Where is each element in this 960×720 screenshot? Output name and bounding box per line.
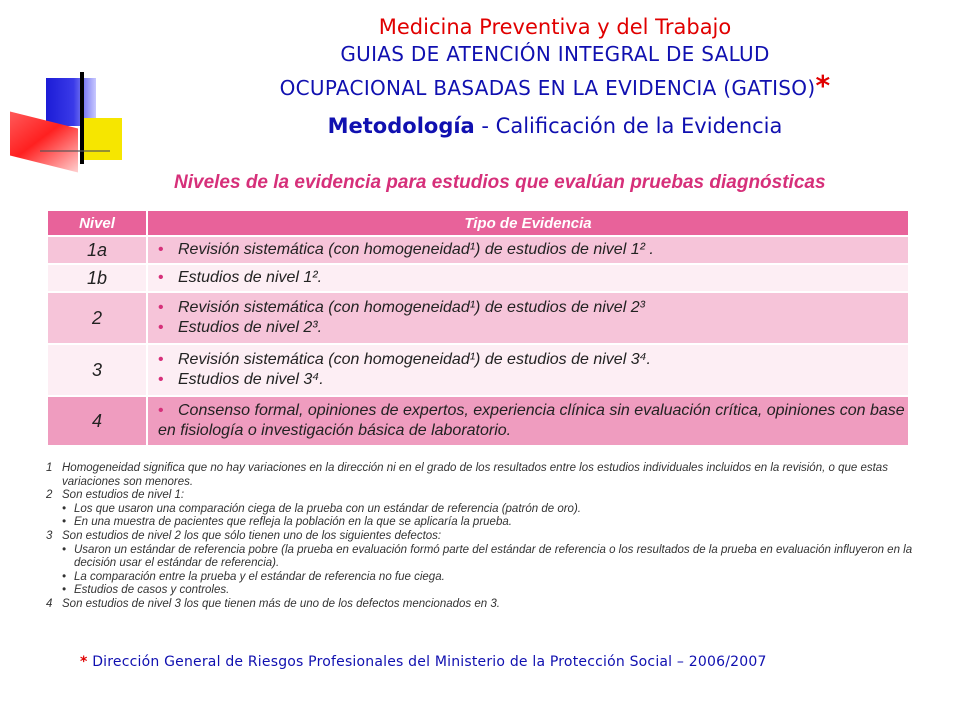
table-row [47,236,909,264]
row-description [147,344,909,396]
note-number: 2 [46,489,53,502]
row-level: 3 [47,344,147,396]
note-item-text: • La comparación entre la prueba y el estándar de referencia no fue ciega. [74,570,445,583]
logo-yellow-square [84,118,122,160]
table-row [47,264,909,292]
note-number: 1 [46,462,53,474]
source-footnote [80,654,767,670]
row-level: 1b [47,264,147,292]
note-2-item [46,503,916,517]
note-text: Homogeneidad significa que no hay variaciones en la dirección ni en el grado de los resultados entre los estudios individuales incluidos en la revisión, o que estas variaciones son menores. [62,462,888,488]
col-header-level: Nivel [47,210,147,236]
slide-title [170,14,940,141]
row-description [147,396,909,446]
slide-logo [0,0,140,170]
row-level: 1a [47,236,147,264]
row-item: • Estudios de nivel 2³. [158,318,908,338]
row-item: • Estudios de nivel 3⁴. [158,370,908,390]
row-item: • Consenso formal, opiniones de expertos, experiencia clínica sin evaluación crítica, opiniones con base en fisiología o investigación básica de laboratorio. [158,401,908,441]
note-4 [46,598,916,612]
note-item-text: • En una muestra de pacientes que refleja la población en la que se aplicaría la prueba. [74,516,512,529]
note-2-item [46,516,916,530]
note-text: Son estudios de nivel 3 los que tienen más de uno de los defectos mencionados en 3. [62,597,500,610]
note-item-text: • Estudios de casos y controles. [74,584,230,597]
table-header-row [47,210,909,236]
note-3-item [46,571,916,585]
note-3-item [46,544,916,571]
title-line-3 [170,67,940,107]
row-item: • Revisión sistemática (con homogeneidad¹) de estudios de nivel 3⁴. [158,350,908,370]
logo-horizontal-line [40,150,110,152]
note-number: 3 [46,529,53,542]
row-item: • Estudios de nivel 1². [158,268,908,288]
title-line-2: GUIAS DE ATENCIÓN INTEGRAL DE SALUD [340,42,770,66]
table-notes [46,462,916,612]
note-item-text: • Los que usaron una comparación ciega de la prueba con un estándar de referencia (patrón de oro). [74,502,581,515]
title-line-3-text: OCUPACIONAL BASADAS EN LA EVIDENCIA (GATISO) [279,76,816,100]
note-text: Son estudios de nivel 1: [62,489,185,502]
table-title: Niveles de la evidencia para estudios que evalúan pruebas diagnósticas [174,172,826,193]
table-row [47,396,909,446]
note-2 [46,489,916,503]
evidence-table [46,209,910,447]
row-description [147,292,909,344]
row-item: • Revisión sistemática (con homogeneidad¹) de estudios de nivel 1² . [158,240,908,260]
col-header-type: Tipo de Evidencia [147,210,909,236]
footnote-asterisk: * [80,654,88,670]
table-row [47,344,909,396]
row-description [147,236,909,264]
note-3-item [46,584,916,598]
table-row [47,292,909,344]
row-item: • Revisión sistemática (con homogeneidad¹) de estudios de nivel 2³ [158,298,908,318]
row-level: 4 [47,396,147,446]
title-separator: - [481,114,489,138]
title-line-4 [170,111,940,141]
note-item-text: • Usaron un estándar de referencia pobre (la prueba en evaluación formó parte del estándar de referencia o los resultados de la prueba en evaluación influyeron en la decisión usar el estándar de referencia). [74,543,913,570]
note-3 [46,530,916,544]
note-number: 4 [46,597,53,610]
note-text: Son estudios de nivel 2 los que sólo tienen uno de los siguientes defectos: [62,529,442,542]
note-1 [46,462,916,489]
row-description [147,264,909,292]
row-level: 2 [47,292,147,344]
title-methodology: Metodología [327,114,475,138]
footnote-text: Dirección General de Riesgos Profesionales del Ministerio de la Protección Social – 2006/2007 [92,654,767,670]
title-subtitle: Calificación de la Evidencia [495,114,783,138]
title-asterisk: * [815,69,831,102]
title-line-1: Medicina Preventiva y del Trabajo [378,15,732,39]
